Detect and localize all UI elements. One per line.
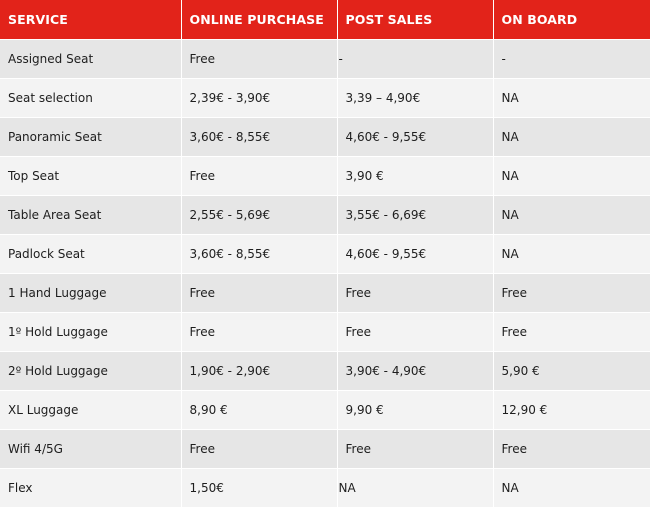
online-purchase-cell: Free: [181, 273, 337, 312]
post-sales-cell: 3,90 €: [337, 156, 493, 195]
on-board-cell: Free: [493, 429, 650, 468]
post-sales-cell: Free: [337, 312, 493, 351]
on-board-cell: NA: [493, 468, 650, 507]
on-board-cell: 12,90 €: [493, 390, 650, 429]
online-purchase-cell: Free: [181, 156, 337, 195]
post-sales-cell: 3,39 – 4,90€: [337, 78, 493, 117]
online-purchase-cell: 8,90 €: [181, 390, 337, 429]
on-board-cell: NA: [493, 78, 650, 117]
online-purchase-cell: 2,55€ - 5,69€: [181, 195, 337, 234]
on-board-cell: -: [493, 39, 650, 78]
service-cell: Top Seat: [0, 156, 181, 195]
table-row: [0, 39, 650, 78]
service-cell: Table Area Seat: [0, 195, 181, 234]
online-purchase-cell: Free: [181, 39, 337, 78]
table-row: [0, 312, 650, 351]
header-row: [0, 0, 650, 39]
on-board-cell: 5,90 €: [493, 351, 650, 390]
table-body: [0, 39, 650, 507]
header-service: SERVICE: [0, 0, 181, 39]
post-sales-cell: 9,90 €: [337, 390, 493, 429]
table-row: [0, 351, 650, 390]
post-sales-cell: 4,60€ - 9,55€: [337, 117, 493, 156]
service-cell: Padlock Seat: [0, 234, 181, 273]
service-cell: Assigned Seat: [0, 39, 181, 78]
table-row: [0, 156, 650, 195]
post-sales-cell: -: [337, 39, 493, 78]
table-row: [0, 390, 650, 429]
on-board-cell: NA: [493, 117, 650, 156]
post-sales-cell: 3,55€ - 6,69€: [337, 195, 493, 234]
service-cell: 1 Hand Luggage: [0, 273, 181, 312]
on-board-cell: NA: [493, 195, 650, 234]
online-purchase-cell: 1,90€ - 2,90€: [181, 351, 337, 390]
service-cell: Wifi 4/5G: [0, 429, 181, 468]
table-row: [0, 468, 650, 507]
service-cell: 1º Hold Luggage: [0, 312, 181, 351]
post-sales-cell: NA: [337, 468, 493, 507]
post-sales-cell: 3,90€ - 4,90€: [337, 351, 493, 390]
on-board-cell: NA: [493, 234, 650, 273]
table-row: [0, 273, 650, 312]
online-purchase-cell: Free: [181, 429, 337, 468]
service-cell: Seat selection: [0, 78, 181, 117]
online-purchase-cell: 3,60€ - 8,55€: [181, 117, 337, 156]
header-post-sales: POST SALES: [337, 0, 493, 39]
online-purchase-cell: 2,39€ - 3,90€: [181, 78, 337, 117]
table-header: [0, 0, 650, 39]
post-sales-cell: Free: [337, 273, 493, 312]
online-purchase-cell: 1,50€: [181, 468, 337, 507]
post-sales-cell: Free: [337, 429, 493, 468]
on-board-cell: Free: [493, 273, 650, 312]
header-online-purchase: ONLINE PURCHASE: [181, 0, 337, 39]
service-cell: XL Luggage: [0, 390, 181, 429]
header-on-board: ON BOARD: [493, 0, 650, 39]
table-row: [0, 78, 650, 117]
service-cell: Panoramic Seat: [0, 117, 181, 156]
online-purchase-cell: 3,60€ - 8,55€: [181, 234, 337, 273]
table-row: [0, 117, 650, 156]
on-board-cell: Free: [493, 312, 650, 351]
table-row: [0, 195, 650, 234]
service-cell: Flex: [0, 468, 181, 507]
post-sales-cell: 4,60€ - 9,55€: [337, 234, 493, 273]
table-row: [0, 429, 650, 468]
table-row: [0, 234, 650, 273]
on-board-cell: NA: [493, 156, 650, 195]
service-cell: 2º Hold Luggage: [0, 351, 181, 390]
online-purchase-cell: Free: [181, 312, 337, 351]
